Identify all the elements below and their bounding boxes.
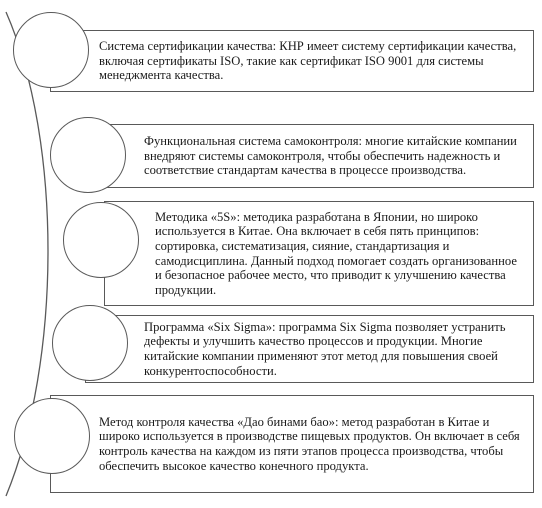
item-marker-circle-2 (50, 117, 126, 193)
item-marker-circle-4 (52, 305, 128, 381)
item-text-5: Метод контроля качества «Дао бинами бао»: метод разработан в Китае и широко используется в производстве пищевых продуктов. Он включает в себя контроль качества на каждом из пяти этапов процесса производства, чтобы обеспечить высокое качество конечного продукта. (99, 414, 520, 473)
item-marker-circle-3 (63, 202, 139, 278)
item-box-1 (50, 30, 534, 92)
item-text-1: Система сертификации качества: КНР имеет систему сертификации качества, включая сертификаты ISO, такие как сертификат ISO 9001 для системы менеджмента качества. (99, 39, 517, 83)
item-box-2 (87, 124, 534, 188)
item-marker-circle-5 (14, 398, 90, 474)
item-text-3: Методика «5S»: методика разработана в Японии, но широко используется в Китае. Она включает в себя пять принципов: сортировка, систематизация, сияние, стандартизация и самодисциплина. Данный подход помогает создать организованное и безопасное рабочее место, что приводит к улучшению качества продукции. (155, 209, 517, 297)
item-box-5 (50, 395, 534, 493)
item-text-4: Программа «Six Sigma»: программа Six Sigma позволяет устранить дефекты и улучшить качество процессов и продукции. Многие китайские компании применяют этот метод для повышения своей конкурентоспособности. (144, 319, 506, 378)
item-box-3 (104, 201, 534, 306)
item-text-2: Функциональная система самоконтроля: многие китайские компании внедряют системы самоконтроля, чтобы обеспечить надежность и соответствие стандартам качества в процессе производства. (144, 134, 517, 178)
item-marker-circle-1 (13, 12, 89, 88)
item-box-4 (85, 315, 534, 383)
